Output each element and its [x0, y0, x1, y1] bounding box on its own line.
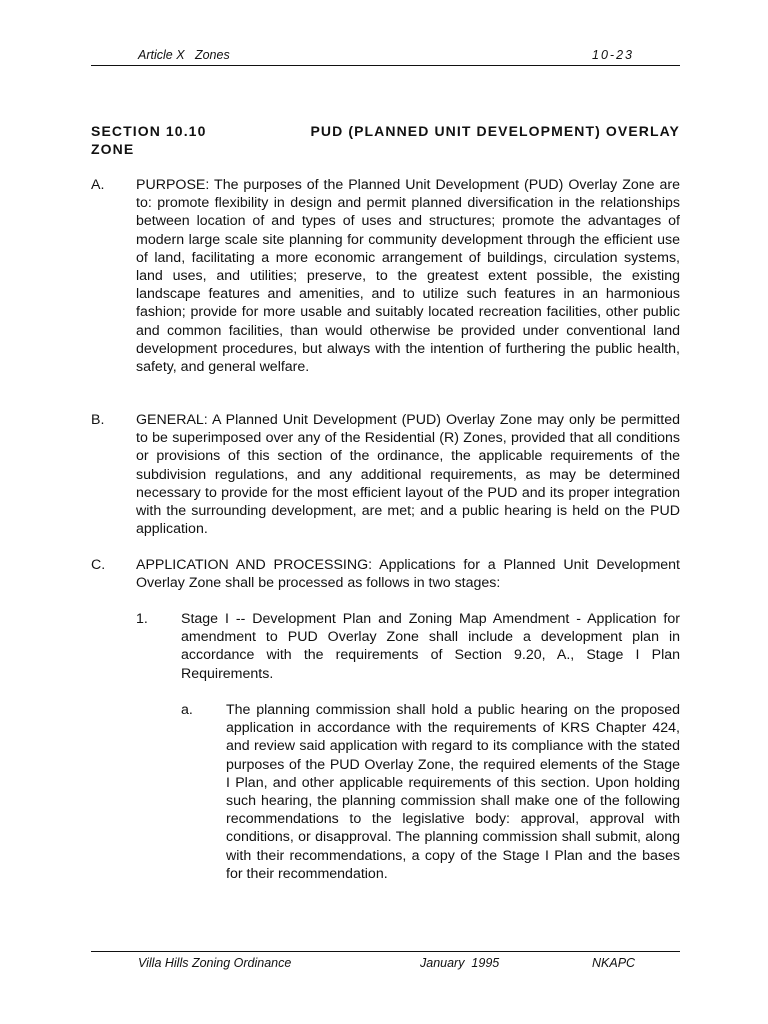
paragraph-marker: a. [181, 702, 193, 718]
paragraph-text: GENERAL: A Planned Unit Development (PUD) Overlay Zone may only be permitted to be superimposed over any of the Residential (R) Zones, provided that all conditions or provisions of this section of the ordinance, the applicable requirements of the subdivision regulations, and any additional requirements, as may be determined necessary to provide for the most efficient layout of the PUD and its proper integration with the surrounding development, are met; and a public hearing is held on the PUD application. [136, 412, 680, 538]
header-article-title: Article X Zones [138, 48, 230, 62]
section-number: SECTION 10.10 [91, 123, 207, 139]
page-footer [91, 951, 680, 972]
paragraph-text: PURPOSE: The purposes of the Planned Unit Development (PUD) Overlay Zone are to: promote flexibility in design and permit planned diversification in the relationships between location of and types of uses and structures; promote the advantages of modern large scale site planning for community development through the efficient use of land, facilitating a more economic arrangement of buildings, circulation systems, land uses, and utilities; preserve, to the greatest extent possible, the existing landscape features and amenities, and to utilize such features in an harmonious fashion; provide for more usable and suitably located recreation facilities, other public and common facilities, than would otherwise be provided under conventional land development procedures, but always with the intention of furthering the public health, safety, and general welfare. [136, 177, 680, 376]
paragraph-marker: A. [91, 177, 105, 193]
paragraph-marker: 1. [136, 611, 148, 627]
page-header [91, 46, 680, 66]
section-title-line2: ZONE [91, 141, 135, 157]
header-page-number: 10-23 [592, 48, 634, 62]
paragraph-text: Stage I -- Development Plan and Zoning Map Amendment - Application for amendment to PUD Overlay Zone shall include a development plan in accordance with the requirements of Section 9.20, A., Stage I Plan Requirements. [181, 611, 680, 682]
section-title-line1: PUD (PLANNED UNIT DEVELOPMENT) OVERLAY [310, 123, 680, 139]
paragraph-text: The planning commission shall hold a public hearing on the proposed application in accordance with the requirements of KRS Chapter 424, and review said application with regard to its compliance with the stated purposes of the PUD Overlay Zone, the required elements of the Stage I Plan, and other applicable requirements of this section. Upon holding such hearing, the planning commission shall make one of the following recommendations to the legislative body: approval, approval with conditions, or disapproval. The planning commission shall submit, along with their recommendations, a copy of the Stage I Plan and the bases for their recommendation. [226, 702, 680, 882]
footer-agency: NKAPC [592, 956, 636, 970]
footer-date: January 1995 [420, 956, 500, 970]
paragraph-marker: B. [91, 412, 105, 428]
paragraph-text: APPLICATION AND PROCESSING: Applications for a Planned Unit Development Overlay Zone shall be processed as follows in two stages: [136, 557, 680, 592]
section-heading [91, 122, 680, 158]
paragraph-marker: C. [91, 557, 106, 573]
footer-ordinance-name: Villa Hills Zoning Ordinance [138, 956, 292, 970]
